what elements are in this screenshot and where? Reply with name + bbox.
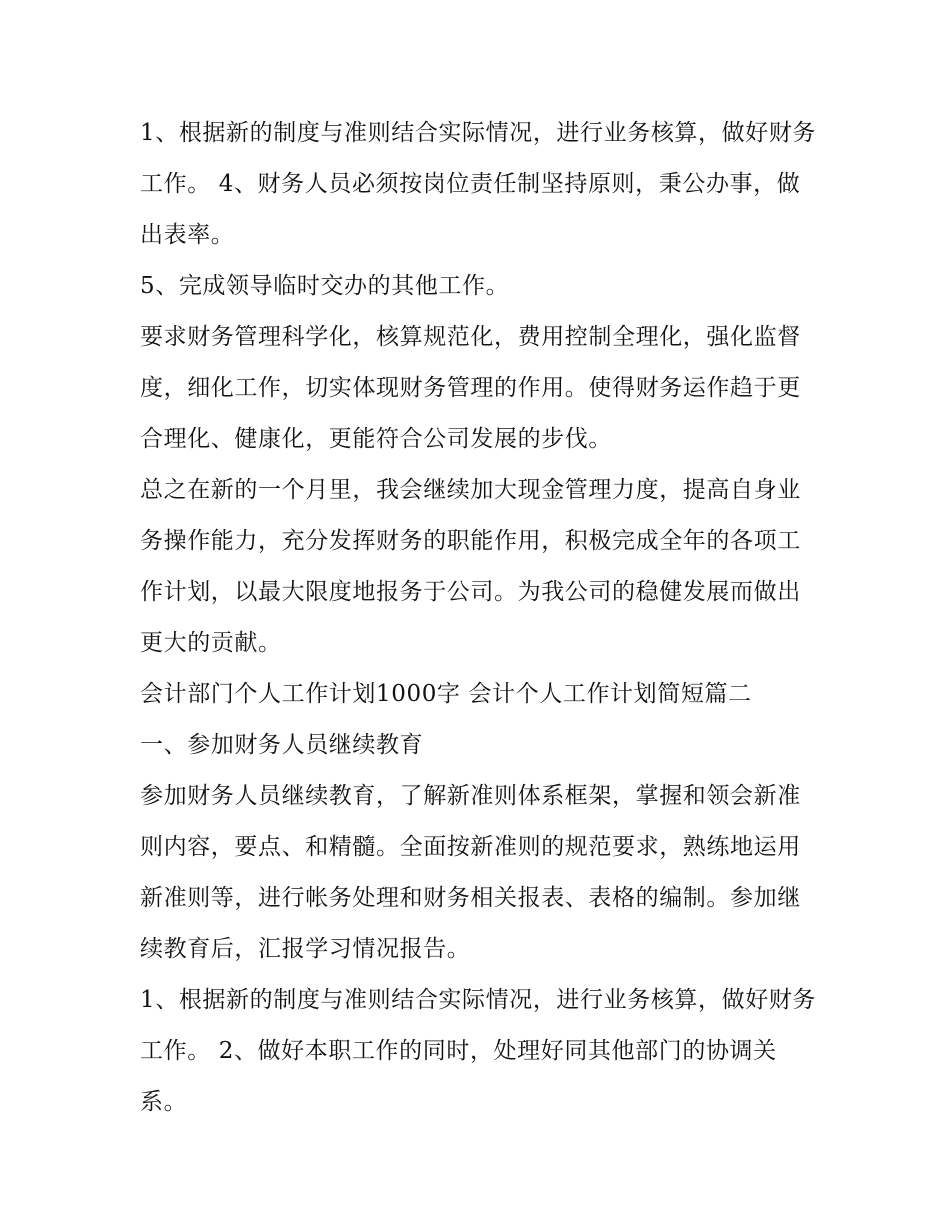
paragraph-8: 1、根据新的制度与准则结合实际情况，进行业务核算，做好财务工作。 2、做好本职工作的同时，处理好同其他部门的协调关系。 xyxy=(140,987,817,1115)
paragraph-4: 总之在新的一个月里，我会继续加大现金管理力度，提高自身业务操作能力，充分发挥财务的职能作用，积极完成全年的各项工作计划，以最大限度地报务于公司。为我公司的稳健发展而做出更大的贡献。 xyxy=(140,477,801,656)
paragraph-7: 参加财务人员继续教育，了解新准则体系框架，掌握和领会新准则内容，要点、和精髓。全面按新准则的规范要求，熟练地运用新准则等，进行帐务处理和财务相关报表、表格的编制。参加继续教育后，汇报学习情况报告。 xyxy=(140,783,801,962)
subheading-continuing-education: 一、参加财务人员继续教育 xyxy=(140,732,424,758)
paragraph-3: 要求财务管理科学化，核算规范化，费用控制全理化，强化监督度，细化工作，切实体现财务管理的作用。使得财务运作趋于更合理化、健康化，更能符合公司发展的步伐。 xyxy=(140,324,801,452)
paragraph-2: 5、完成领导临时交办的其他工作。 xyxy=(140,273,510,299)
paragraph-1: 1、根据新的制度与准则结合实际情况，进行业务核算，做好财务工作。 4、财务人员必须按岗位责任制坚持原则，秉公办事，做出表率。 xyxy=(140,120,817,248)
section-heading-part-two: 会计部门个人工作计划1000字 会计个人工作计划简短篇二 xyxy=(140,681,752,707)
document-body xyxy=(140,108,820,1128)
